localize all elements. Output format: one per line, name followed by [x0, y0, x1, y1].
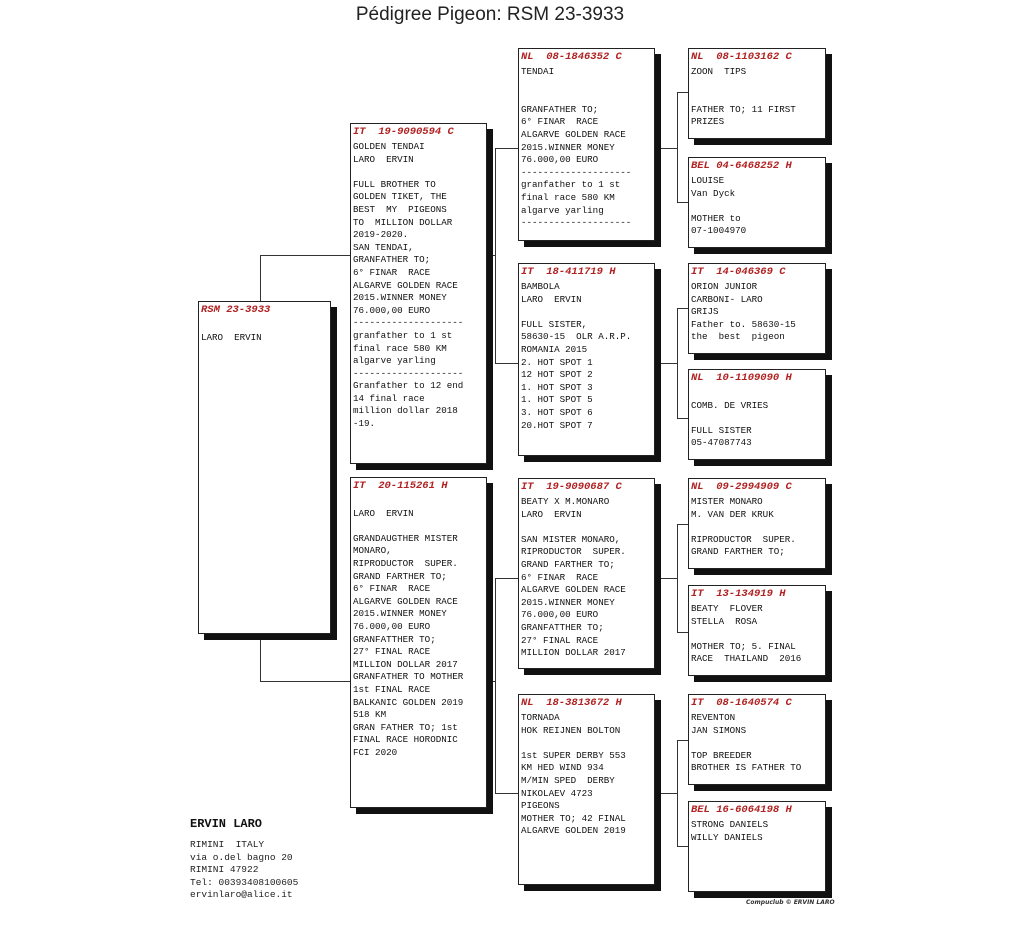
- pigeon-notes: BEATY X M.MONARO LARO ERVIN SAN MISTER MONARO, RIPRODUCTOR SUPER. GRAND FARTHER TO; 6° FINAR RACE ALGARVE GOLDEN RACE 2015.WINNER MONEY 76.000,00 EURO GRANFATTHER TO; 27° FINAL RACE MILLION DOLLAR 2017: [521, 496, 626, 659]
- connector-line: [260, 635, 261, 681]
- pigeon-notes: LARO ERVIN: [201, 331, 262, 343]
- connector-line: [677, 92, 678, 202]
- pigeon-notes: ORION JUNIOR CARBONI- LARO GRIJS Father to. 58630-15 the best pigeon: [691, 281, 796, 343]
- pigeon-notes: GOLDEN TENDAI LARO ERVIN FULL BROTHER TO GOLDEN TIKET, THE BEST MY PIGEONS TO MILLION DOLLAR 2019-2020. SAN TENDAI, GRANFATHER TO; 6° FINAR RACE ALGARVE GOLDEN RACE 2015.WINNER MONEY 76.000,00 EURO -------------------- granfather to 1 st final race 580 KM algarve yarling -------------------- Granfather to 12 end 14 final race million dollar 2018 -19.: [353, 141, 464, 430]
- ring-number: NL 18-3813672 H: [521, 697, 622, 709]
- sire-sire-card[interactable]: [518, 48, 655, 241]
- ring-number: NL 09-2994909 C: [691, 481, 792, 493]
- pigeon-notes: MISTER MONARO M. VAN DER KRUK RIPRODUCTOR SUPER. GRAND FARTHER TO;: [691, 496, 796, 558]
- dam-sire-dam-card[interactable]: [688, 585, 826, 676]
- connector-line: [677, 740, 688, 741]
- dam-sire-sire-card[interactable]: [688, 478, 826, 569]
- ring-number: NL 10-1109090 H: [691, 372, 792, 384]
- owner-zip: RIMINI 47922: [190, 864, 259, 875]
- connector-line: [495, 578, 518, 579]
- owner-email[interactable]: ervinlaro@alice.it: [190, 889, 293, 900]
- subject-pigeon-card[interactable]: [198, 301, 331, 634]
- ring-number: IT 18-411719 H: [521, 266, 616, 278]
- owner-name: ERVIN LARO: [190, 817, 263, 831]
- owner-city: RIMINI ITALY: [190, 839, 265, 850]
- connector-line: [677, 524, 688, 525]
- ring-number: BEL 04-6468252 H: [691, 160, 792, 172]
- pigeon-notes: ZOON TIPS FATHER TO; 11 FIRST PRIZES: [691, 66, 796, 128]
- connector-line: [655, 793, 677, 794]
- ring-number: RSM 23-3933: [201, 304, 271, 316]
- dam-sire-card[interactable]: [518, 478, 655, 669]
- connector-line: [655, 578, 677, 579]
- connector-line: [487, 681, 495, 682]
- connector-line: [655, 148, 677, 149]
- connector-line: [655, 363, 677, 364]
- dam-dam-dam-card[interactable]: [688, 801, 826, 892]
- connector-line: [677, 524, 678, 632]
- sire-sire-sire-card[interactable]: [688, 48, 826, 139]
- connector-line: [260, 681, 350, 682]
- ring-number: IT 19-9090594 C: [353, 126, 454, 138]
- ring-number: IT 08-1640574 C: [691, 697, 792, 709]
- ring-number: IT 19-9090687 C: [521, 481, 622, 493]
- owner-street: via o.del bagno 20: [190, 851, 293, 863]
- connector-line: [495, 148, 518, 149]
- connector-line: [260, 255, 261, 302]
- ring-number: BEL 16-6064198 H: [691, 804, 792, 816]
- pigeon-notes: REVENTON JAN SIMONS TOP BREEDER BROTHER IS FATHER TO: [691, 712, 802, 774]
- connector-line: [495, 793, 518, 794]
- pigeon-notes: BEATY FLOVER STELLA ROSA MOTHER TO; 5. FINAL RACE THAILAND 2016: [691, 603, 802, 665]
- connector-line: [677, 846, 688, 847]
- ring-number: IT 14-046369 C: [691, 266, 786, 278]
- sire-dam-sire-card[interactable]: [688, 263, 826, 354]
- connector-line: [260, 255, 350, 256]
- pigeon-notes: TORNADA HOK REIJNEN BOLTON 1st SUPER DERBY 553 KM HED WIND 934 M/MIN SPED DERBY NIKOLAEV 4723 PIGEONS MOTHER TO; 42 FINAL ALGARVE GOLDEN 2019: [521, 712, 626, 837]
- connector-line: [487, 255, 495, 256]
- pigeon-notes: COMB. DE VRIES FULL SISTER 05-47087743: [691, 399, 769, 449]
- dam-dam-card[interactable]: [518, 694, 655, 885]
- connector-line: [677, 92, 688, 93]
- connector-line: [495, 148, 496, 363]
- ring-number: IT 13-134919 H: [691, 588, 786, 600]
- ring-number: IT 20-115261 H: [353, 480, 448, 492]
- pigeon-notes: TENDAI GRANFATHER TO; 6° FINAR RACE ALGARVE GOLDEN RACE 2015.WINNER MONEY 76.000,00 EURO -------------------- granfather to 1 st final race 580 KM algarve yarling --------------------: [521, 66, 632, 229]
- owner-phone: Tel: 00393408100605: [190, 876, 299, 888]
- connector-line: [495, 578, 496, 793]
- pigeon-notes: LOUISE Van Dyck MOTHER to 07-1004970: [691, 175, 747, 237]
- pigeon-notes: STRONG DANIELS WILLY DANIELS: [691, 819, 769, 843]
- connector-line: [677, 308, 688, 309]
- ring-number: NL 08-1846352 C: [521, 51, 622, 63]
- owner-contact: [190, 817, 298, 902]
- dam-card[interactable]: [350, 477, 487, 808]
- footer-credit: Compuclub © ERVIN LARO: [746, 899, 835, 906]
- connector-line: [677, 418, 688, 419]
- page-title: Pédigree Pigeon: RSM 23-3933: [355, 4, 625, 25]
- pigeon-notes: BAMBOLA LARO ERVIN FULL SISTER, 58630-15 OLR A.R.P. ROMANIA 2015 2. HOT SPOT 1 12 HOT SPOT 2 1. HOT SPOT 3 1. HOT SPOT 5 3. HOT SPOT 6 20.HOT SPOT 7: [521, 281, 632, 431]
- connector-line: [677, 740, 678, 846]
- sire-dam-dam-card[interactable]: [688, 369, 826, 460]
- connector-line: [677, 632, 688, 633]
- sire-sire-dam-card[interactable]: [688, 157, 826, 248]
- connector-line: [495, 363, 518, 364]
- sire-card[interactable]: [350, 123, 487, 464]
- dam-dam-sire-card[interactable]: [688, 694, 826, 785]
- ring-number: NL 08-1103162 C: [691, 51, 792, 63]
- sire-dam-card[interactable]: [518, 263, 655, 456]
- connector-line: [677, 202, 688, 203]
- connector-line: [677, 308, 678, 418]
- pigeon-notes: LARO ERVIN GRANDAUGTHER MISTER MONARO, RIPRODUCTOR SUPER. GRAND FARTHER TO; 6° FINAR RACE ALGARVE GOLDEN RACE 2015.WINNER MONEY 76.000,00 EURO GRANFATTHER TO; 27° FINAL RACE MILLION DOLLAR 2017 GRANFATHER TO MOTHER 1st FINAL RACE BALKANIC GOLDEN 2019 518 KM GRAN FATHER TO; 1st FINAL RACE HORODNIC FCI 2020: [353, 507, 464, 758]
